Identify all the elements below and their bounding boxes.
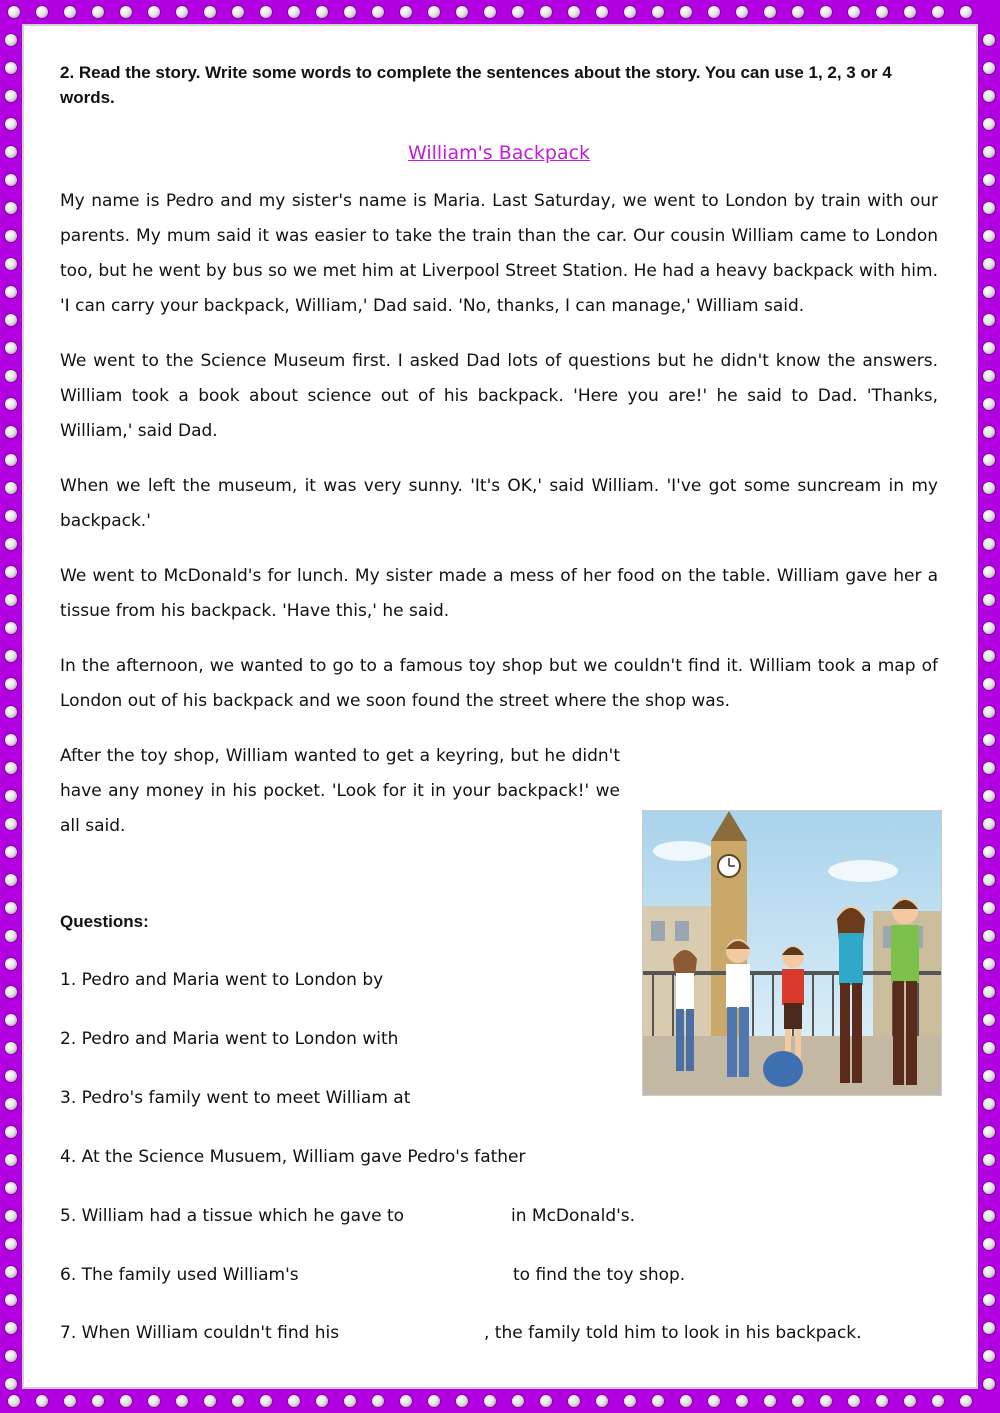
border-bead [5, 1154, 17, 1166]
story-paragraph: We went to the Science Museum first. I asked Dad lots of questions but he didn't know the answers. William took a book about science out of his backpack. 'Here you are!' he said to Dad. 'Thanks, William,' said Dad. [60, 351, 938, 441]
border-bead [148, 6, 160, 18]
border-bead [232, 6, 244, 18]
border-bead [680, 1395, 692, 1407]
story-paragraph: We went to McDonald's for lunch. My sister made a mess of her food on the table. William gave her a tissue from his backpack. 'Have this,' he said. [60, 566, 938, 621]
illustration-svg [643, 811, 941, 1095]
border-bead [624, 6, 636, 18]
border-bead [876, 6, 888, 18]
border-bead [983, 566, 995, 578]
border-bead [5, 1294, 17, 1306]
border-bead [736, 1395, 748, 1407]
border-bead [176, 6, 188, 18]
border-bead [983, 790, 995, 802]
border-bead [372, 6, 384, 18]
border-bead [5, 1182, 17, 1194]
border-bead [983, 846, 995, 858]
border-bead [5, 1266, 17, 1278]
question-text: 5. William had a tissue which he gave to [60, 1206, 405, 1226]
border-bead [540, 1395, 552, 1407]
border-bead [64, 1395, 76, 1407]
border-bead [983, 1070, 995, 1082]
border-bead [5, 1098, 17, 1110]
border-bead [5, 1238, 17, 1250]
border-bead [983, 874, 995, 886]
border-bead [5, 874, 17, 886]
question-7 [60, 1323, 880, 1343]
border-bead [983, 538, 995, 550]
border-bead [596, 1395, 608, 1407]
border-bead [484, 1395, 496, 1407]
border-bead [848, 1395, 860, 1407]
border-bead [764, 1395, 776, 1407]
border-bead [983, 1042, 995, 1054]
border-bead [5, 482, 17, 494]
border-bead [288, 6, 300, 18]
border-bead [428, 6, 440, 18]
border-bead [983, 146, 995, 158]
story-paragraph: After the toy shop, William wanted to get a keyring, but he didn't have any money in his pocket. 'Look for it in your backpack!' we all said. [60, 746, 620, 836]
border-bead [5, 146, 17, 158]
question-text: 6. The family used William's [60, 1265, 299, 1285]
border-bead [983, 622, 995, 634]
border-bead [120, 6, 132, 18]
border-bead [5, 202, 17, 214]
border-bead [983, 594, 995, 606]
border-bead [983, 706, 995, 718]
questions-heading: Questions: [60, 912, 149, 931]
border-bead [983, 1210, 995, 1222]
border-bead [680, 6, 692, 18]
border-bead [120, 1395, 132, 1407]
border-bead [176, 1395, 188, 1407]
border-bead [983, 342, 995, 354]
border-bead [983, 174, 995, 186]
border-bead [5, 34, 17, 46]
border-bead [792, 6, 804, 18]
story-title: William's Backpack [407, 142, 591, 164]
border-bead [904, 6, 916, 18]
window [651, 921, 665, 941]
instructions: 2. Read the story. Write some words to complete the sentences about the story. You can use 1, 2, 3 or 4 words. [60, 63, 892, 107]
border-bead [5, 398, 17, 410]
border-bead [983, 286, 995, 298]
border-bead [5, 818, 17, 830]
border-bead [5, 678, 17, 690]
border-bead [512, 1395, 524, 1407]
border-bead [983, 902, 995, 914]
border-bead [5, 90, 17, 102]
border-bead [5, 1042, 17, 1054]
border-bead [344, 6, 356, 18]
border-bead [92, 6, 104, 18]
border-bead [5, 846, 17, 858]
border-bead [820, 6, 832, 18]
border-bead [960, 6, 972, 18]
border-bead [792, 1395, 804, 1407]
border-bead [983, 1182, 995, 1194]
border-bead [983, 426, 995, 438]
border-bead [983, 818, 995, 830]
border-bead [983, 398, 995, 410]
london-family-illustration [642, 810, 942, 1096]
border-bead [288, 1395, 300, 1407]
story-paragraph: In the afternoon, we wanted to go to a famous toy shop but we couldn't find it. William took a map of London out of his backpack and we soon found the street where the shop was. [60, 656, 938, 711]
border-bead [5, 342, 17, 354]
border-bead [983, 1154, 995, 1166]
border-bead [624, 1395, 636, 1407]
question-6 [60, 1265, 760, 1285]
border-bead [456, 1395, 468, 1407]
border-bead [983, 454, 995, 466]
border-bead [5, 1378, 17, 1390]
border-bead [5, 734, 17, 746]
border-bead [540, 6, 552, 18]
border-bead [204, 6, 216, 18]
backpack [763, 1051, 803, 1087]
border-bead [5, 1070, 17, 1082]
border-bead [764, 6, 776, 18]
border-bead [5, 370, 17, 382]
border-bead [983, 930, 995, 942]
border-bead [5, 1126, 17, 1138]
border-bead [848, 6, 860, 18]
border-bead [960, 1395, 972, 1407]
border-bead [5, 930, 17, 942]
border-bead [5, 510, 17, 522]
border-bead [983, 1238, 995, 1250]
border-bead [148, 1395, 160, 1407]
border-bead [316, 1395, 328, 1407]
border-bead [983, 258, 995, 270]
border-bead [5, 986, 17, 998]
border-bead [568, 6, 580, 18]
border-bead [904, 1395, 916, 1407]
border-bead [484, 6, 496, 18]
border-bead [5, 1322, 17, 1334]
question-text: 2. Pedro and Maria went to London with [60, 1029, 399, 1049]
border-bead [5, 426, 17, 438]
border-bead [260, 1395, 272, 1407]
border-bead [820, 1395, 832, 1407]
border-bead [5, 286, 17, 298]
border-bead [428, 1395, 440, 1407]
border-bead [5, 62, 17, 74]
border-bead [64, 6, 76, 18]
border-bead [983, 34, 995, 46]
border-bead [5, 174, 17, 186]
story-paragraph: My name is Pedro and my sister's name is Maria. Last Saturday, we went to London by train with our parents. My mum said it was easier to take the train than the car. Our cousin William came to London too, but he went by bus so we met him at Liverpool Street Station. He had a heavy backpack with him. 'I can carry your backpack, William,' Dad said. 'No, thanks, I can manage,' William said. [60, 191, 938, 316]
cloud [828, 860, 898, 882]
border-bead [983, 762, 995, 774]
border-bead [316, 6, 328, 18]
border-bead [983, 1098, 995, 1110]
border-bead [983, 1294, 995, 1306]
border-bead [5, 314, 17, 326]
border-bead [983, 1350, 995, 1362]
border-bead [983, 62, 995, 74]
border-bead [983, 1126, 995, 1138]
border-bead [568, 1395, 580, 1407]
border-bead [983, 118, 995, 130]
story-paragraph: When we left the museum, it was very sunny. 'It's OK,' said William. 'I've got some suncream in my backpack.' [60, 476, 938, 531]
window [675, 921, 689, 941]
border-bead [983, 90, 995, 102]
border-bead [983, 678, 995, 690]
border-bead [983, 510, 995, 522]
border-bead [344, 1395, 356, 1407]
border-bead [5, 650, 17, 662]
border-bead [983, 1014, 995, 1026]
border-bead [652, 6, 664, 18]
cloud [653, 841, 713, 861]
border-bead [5, 958, 17, 970]
worksheet-content [60, 60, 938, 864]
border-bead [372, 1395, 384, 1407]
border-bead [400, 6, 412, 18]
question-1 [60, 970, 383, 990]
border-bead [5, 790, 17, 802]
border-bead [8, 1395, 20, 1407]
border-bead [5, 566, 17, 578]
border-bead [5, 538, 17, 550]
border-bead [932, 6, 944, 18]
border-bead [736, 6, 748, 18]
border-bead [983, 734, 995, 746]
question-2 [60, 1029, 398, 1049]
border-bead [932, 1395, 944, 1407]
border-bead [5, 706, 17, 718]
border-bead [5, 258, 17, 270]
border-bead [983, 230, 995, 242]
border-bead [983, 314, 995, 326]
border-bead [5, 594, 17, 606]
question-5 [60, 1206, 760, 1226]
border-bead [8, 6, 20, 18]
border-bead [596, 6, 608, 18]
question-text: 1. Pedro and Maria went to London by [60, 970, 384, 990]
border-bead [983, 1378, 995, 1390]
border-bead [512, 6, 524, 18]
question-tail: to find the toy shop. [513, 1265, 686, 1285]
question-tail: , the family told him to look in his backpack. [484, 1323, 862, 1343]
question-4 [60, 1147, 526, 1167]
border-bead [5, 762, 17, 774]
border-bead [983, 650, 995, 662]
border-bead [983, 202, 995, 214]
border-bead [983, 986, 995, 998]
question-tail: in McDonald's. [511, 1206, 636, 1226]
border-bead [983, 1322, 995, 1334]
border-bead [983, 958, 995, 970]
border-bead [708, 1395, 720, 1407]
border-bead [5, 454, 17, 466]
question-text: 7. When William couldn't find his [60, 1323, 340, 1343]
border-bead [5, 1014, 17, 1026]
border-bead [5, 230, 17, 242]
border-bead [5, 902, 17, 914]
border-bead [5, 1350, 17, 1362]
question-3 [60, 1088, 410, 1108]
border-bead [5, 118, 17, 130]
border-bead [708, 6, 720, 18]
border-bead [400, 1395, 412, 1407]
border-bead [232, 1395, 244, 1407]
border-bead [5, 1210, 17, 1222]
border-bead [5, 622, 17, 634]
question-text: 4. At the Science Musuem, William gave Pedro's father [60, 1147, 526, 1167]
border-bead [36, 6, 48, 18]
border-bead [260, 6, 272, 18]
border-bead [92, 1395, 104, 1407]
border-bead [983, 1266, 995, 1278]
border-bead [652, 1395, 664, 1407]
border-bead [983, 370, 995, 382]
border-bead [36, 1395, 48, 1407]
border-bead [204, 1395, 216, 1407]
border-bead [456, 6, 468, 18]
border-bead [983, 482, 995, 494]
border-bead [876, 1395, 888, 1407]
question-text: 3. Pedro's family went to meet William at [60, 1088, 411, 1108]
